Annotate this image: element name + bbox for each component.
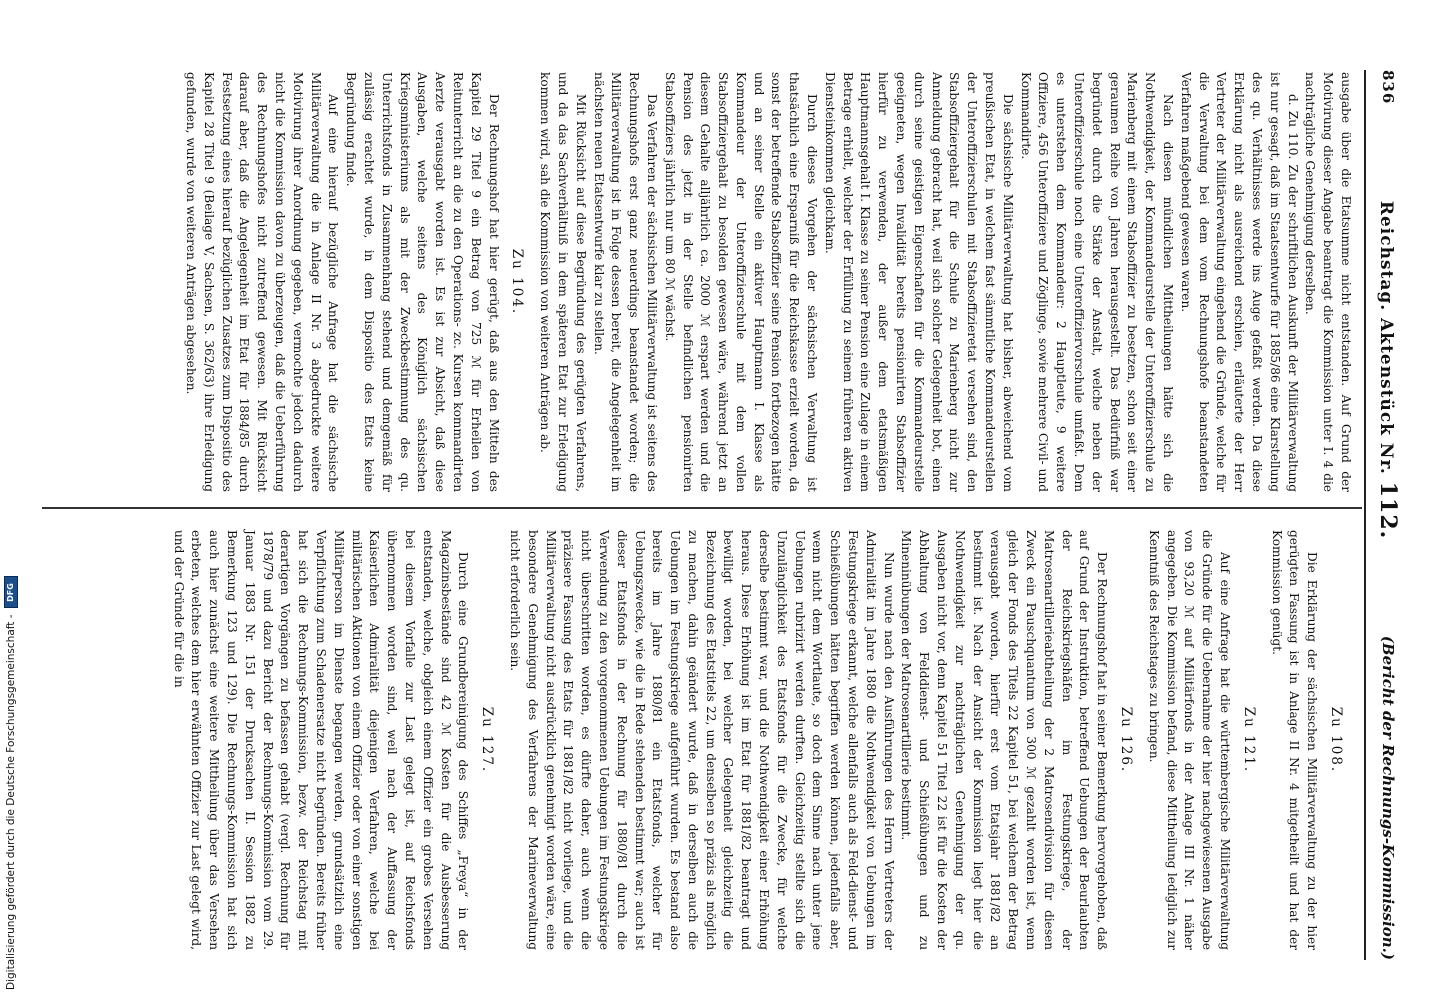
credit-text: Digitalisierung gefördert durch die Deutsche Forschungsgemeinschaft - xyxy=(5,614,17,990)
paragraph: ausgabe über die Etatsumme nicht entstanden. Auf Grund der Motivirung dieser Angabe beantragt die Kommission unter I. 4 die nachträgliche Genehmigung derselben. xyxy=(1303,72,1353,492)
paragraph: Die sächsische Militärverwaltung hat bisher, abweichend vom preußischen Etat, in welchem fast sämmtliche Kommandeurstellen der Unteroffizierschulen mit Stabsoffizieretat versehen sind, den Stabsoffiziergehalt für die Schule zu Marienberg nicht zur Anmeldung gebracht hat, weil sich solcher Gelegenheit bot, einen durch seine geistigen Eigenschaften für die Kommandeurstelle geeigneten, wegen Invalidität bereits pensionirten Stabsoffizier hierfür zu verwenden, der außer dem etatsmäßigen Hauptmannsgehalt I. Klasse zu seiner Pension eine Zulage in einem Betrage erhielt, welcher der Erfüllung zu seinem früheren aktiven Diensteinkommen gleichkam. xyxy=(822,72,1015,492)
page-number: 836 xyxy=(1379,70,1397,105)
paragraph: Der Rechnungshof hat in seiner Bemerkung hervorgehoben, daß auf Grund der Instruktion, betreffend Uebungen der Beurlaubten der Reichskriegshäfen im Festungskriege, der Matrosenartillerieabtheilung der 2 Matrosendivision für diesen Zweck ein Pauschquantum von 300 ℳ gezahlt worden ist, wenn gleich der Fonds des Titels 22 Kapitel 51, bei welchem der Betrag verausgabt worden, hierfür erst vom Etatsjahr 1881/82 an bestimmt ist. Nach der Ansicht der Kommission liegt hier die Nothwendigkeit zur nachträglichen Genehmigung der qu. Ausgaben nicht vor, denn Kapitel 51 Titel 22 ist für die Kosten der Abhaltung von Felddienst- und Schießübungen und zu Mineninübungen der Matrosenartillerie bestimmt. xyxy=(899,530,1110,950)
section-heading: Zu 108. xyxy=(1328,706,1344,774)
digitization-credit xyxy=(4,576,18,990)
paragraph: Auf eine hierauf bezügliche Anfrage hat die sächsische Militärverwaltung die in Anlage II Nr. 3 abgedruckte weitere Motivirung ihrer Anordnung gegeben, vermochte jedoch dadurch nicht die Kommission davon zu überzeugen, daß die Ueberführung des Rechnungshofes nicht zutreffend gewesen. Mit Rücksicht darauf aber, daß die Angelegenheit im Etat für 1884/85 durch Festsetzung eines hierauf bezüglichen Zusatzes zum Dispositio des Kapitel 28 Titel 9 (Beilage V, Sachsen, S. 362/63) ihre Erledigung gefunden, wurde von weiteren Anträgen abgesehen. xyxy=(184,72,341,492)
document-number: 112. xyxy=(1375,481,1401,540)
section-heading: Zu 104. xyxy=(509,248,526,316)
document-title xyxy=(1375,201,1401,539)
paragraph: Das Verfahren der sächsischen Militärverwaltung ist seitens des Rechnungshofs erst ganz neuerdings beanstandet worden; die Militärverwaltung ist in Folge dessen bereit, die Angelegenheit im nächsten neuen Etatsentwurfe klar zu stellen. xyxy=(591,72,659,492)
right-column xyxy=(169,530,1354,950)
paragraph: Der Rechnungshof hat hier gerügt, daß aus den Mitteln des Kapitel 29 Titel 9 ein Betrag von 725 ℳ für Erheilen von Reitunterricht an die zu den Operations- zc. Kursen kommandirten Aerzte verausgabt worden ist. Es ist zur Absicht, daß diese Ausgaben, welche seitens des Königlich sächsischen Kriegsministeriums als mit der Zweckbestimmung des qu. Unterrichtsfonds in Zusammenhang stehend und demgemäß für zulässig erachtet wurde, in dem Dispositio des Etats keine Begründung finde. xyxy=(344,72,501,492)
paragraph: d. Zu 110. Zu der schriftlichen Auskunft der Militärverwaltung ist nur gesagt, daß im Staatsentwurfe für 1885/86 eine Klarstellung des qu. Verhältnisses werde ins Auge gefaßt werden. Da diese Erklärung nicht als ausreichend erschien, erläuterte der Herr Vertreter der Militärverwaltung eingehend die Gründe, welche für die Verwaltung bei dem vom Rechnungshofe beanstandeten Verfahren maßgebend gewesen waren. xyxy=(1178,72,1300,492)
section-heading: Zu 127. xyxy=(479,706,496,774)
section-heading: Zu 126. xyxy=(1118,706,1135,774)
column-divider xyxy=(42,507,1362,509)
paragraph: Durch eine Grundbereinigung des Schiffes „Freya“ in der Magazinsbestände sind 42 ℳ Kosten für die Ausbesserung entstanden, welche, obgleich einem Offizier ein grobes Versehen bei diesem Vorfalle zur Last gelegt ist, auf Reichsfonds übernommen worden sind, weil nach der Auffassung der Kaiserlichen Admiralität diejenigen Verfahren, welche bei militärischen Aktionen von einem Offizier oder von einer sonstigen Militärperson im Dienste begangen werden, grundsätzlich eine Verpflichtung zum Schadenersatze nicht begründen. Bereits früher hat sich die Rechnungs-Kommission, bezw. der Reichstag mit derartigen Vorgängen zu befassen gehabt (vergl. Rechnung für 1878/79 und dazu Bericht der Rechnungs-Kommission vom 29. Januar 1883 Nr. 151 der Drucksachen II. Session 1882 zu Bemerkung 123 und 129). Die Rechnungs-Kommission hat sich auch hier zunächst eine weitere Mittheilung über das Versehen erbeten, welches dem hier erwähnten Offizier zur Last gelegt wird, und der Gründe für die in xyxy=(171,530,471,950)
report-title: (Bericht der Rechnungs-Kommission.) xyxy=(1379,635,1397,960)
paragraph: Mit Rücksicht auf diese Begründung des gerügten Verfahrens, und da das Sachverhältniß in dem späteren Etat zur Erledigung kommen wird, sah die Kommission von weiteren Anträgen ab. xyxy=(538,72,588,492)
paragraph: Die Erklärung der sächsischen Militärverwaltung zu der hier gerügten Fassung ist in Anlage II Nr. 4 mitgetheilt und hat der Kommission genügt. xyxy=(1269,530,1320,950)
dfg-logo: DFG xyxy=(4,576,18,608)
paragraph: Nun wurde nach den Ausführungen des Herrn Vertreters der Admiralität im Jahre 1880 die Nothwendigkeit von Uebungen im Festungskriege erkannt, welche allenfalls auch als Feld-dienst- und Schießübungen hätten begriffen werden können, jedenfalls aber, wenn nicht dem Wortlaute, so doch dem Sinne nach unter jene Uebungen rubrizirt werden durften. Gleichzeitig stellte sich die Unzulänglichkeit des Etatsfonds für die Zwecke, für welche derselbe bestimmt war, und die Nothwendigkeit einer Erhöhung heraus. Diese Erhöhung ist im Etat für 1881/82 beantragt und bewilligt worden, bei welcher Gelegenheit gleichzeitig die Bezeichnung des Etatstitels 22, um denselben so präzis als möglich zu machen, dahin geändert wurde, daß in derselben auch die Uebungen im Festungskriege aufgeführt wurden. Es bestand also bereits im Jahre 1880/81 ein Etatsfonds, welcher für Uebungszwecke, wie die in Rede stehenden bestimmt war; auch ist dieser Etatsfonds in der Rechnung für 1880/81 durch die Verwendung zu den vorgenommenen Uebungen im Festungskriege nicht überschritten worden, es dürfte daher, auch wenn die präzisere Fassung des Etats für 1881/82 nicht vorliege, und die Militärverwaltung nicht ausdrücklich genehmigt worden wäre, eine besondere Genehmigung des Verfahrens der Marineverwaltung nicht erforderlich sein. xyxy=(507,530,896,950)
paragraph: Durch dieses Vorgehen der sächsischen Verwaltung ist thatsächlich eine Ersparniß für die Reichskasse erzielt worden, da sonst der betreffende Stabsoffizier seine Pension fortbezogen hätte und an seiner Stelle ein aktiver Hauptmann I. Klasse als Kommandeur der Unteroffizierschule mit dem vollen Stabsoffiziergehalt zu besolden gewesen wäre, während jetzt an diesem Gehalte alljährlich ca. 2000 ℳ erspart werden und die Pension des jetzt in der Stelle befindlichen pensionirten Stabsoffiziers jährlich nur um 80 ℳ wächst. xyxy=(662,72,820,492)
section-heading: Zu 121. xyxy=(1240,706,1257,774)
left-column xyxy=(181,72,1354,492)
document-title-text: Reichstag. Aktenstück Nr. xyxy=(1376,200,1396,475)
header-rule xyxy=(1364,70,1366,960)
page-header xyxy=(1368,70,1408,960)
paragraph: Nach diesen mündlichen Mittheilungen hätte sich die Nothwendigkeit, der Kommandeurstelle der Unteroffizierschule zu Marienberg mit einem Stabsoffizier zu besetzen, schon seit einer geraumen Reihe von Jahren herausgestellt. Das Bedürfniß war begründet durch die Stärke der Anstalt, welche neben der Unteroffizierschule noch eine Unteroffiziervorschule umfaßt. Dem es unterstehen dem Kommandeur: 2 Hauptleute, 9 weitere Offiziere, 456 Unteroffiziere und Zöglinge, sowie mehrere Civil- und Kommandirte. xyxy=(1018,72,1176,492)
paragraph: Auf eine Anfrage hat die württembergische Militärverwaltung die Gründe für die Uebernahme der hier nachgewiesenen Ausgabe von 93,20 ℳ auf Militärfonds in der Anlage III Nr. 1 näher angegeben. Die Kommission befand, diese Mittheilung lediglich zur Kenntniß des Reichstages zu bringen. xyxy=(1146,530,1233,950)
